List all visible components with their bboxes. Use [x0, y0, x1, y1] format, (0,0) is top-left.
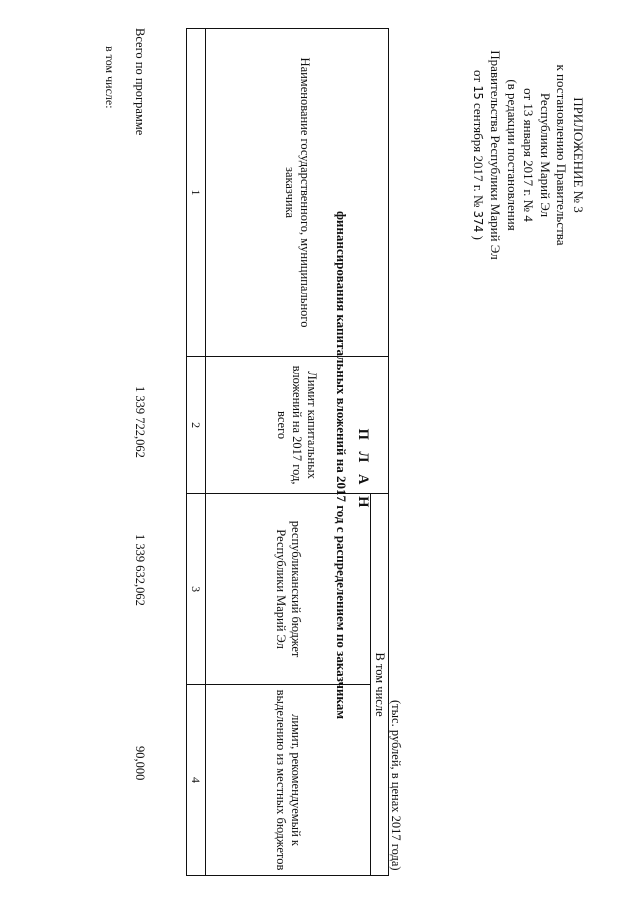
page-subtitle: финансирования капитальных вложений на 2017 год с распределением по заказчикам — [334, 210, 349, 720]
header-row-1 — [371, 29, 389, 876]
appendix-date-line — [470, 20, 487, 290]
column-number-row — [187, 29, 206, 876]
col2-header: Лимит капитальных вложений на 2017 год, всего — [206, 357, 389, 494]
appendix-line: Республики Марий Эл — [537, 92, 553, 218]
appendix-date-suffix: ) — [471, 235, 487, 240]
table-row-total — [129, 28, 147, 876]
column-number: 3 — [187, 494, 206, 685]
appendix-date-prefix: от — [471, 69, 487, 82]
column-number: 2 — [187, 357, 206, 494]
appendix-line: (в редакции постановления — [504, 79, 520, 231]
col4-header: лимит, рекомендуемый к выделению из местных бюджетов — [206, 685, 371, 876]
appendix-line: Правительства Республики Марий Эл — [488, 50, 504, 260]
appendix-number: ПРИЛОЖЕНИЕ № 3 — [571, 97, 586, 213]
handwritten-day: 15 — [471, 85, 486, 100]
col1-header: Наименование государственного, муниципального заказчика — [206, 29, 389, 357]
appendix-line: к постановлению Правительства — [554, 64, 570, 246]
col3-header: республиканский бюджет Республики Марий Эл — [206, 494, 371, 685]
total-label: Всего по программе — [133, 28, 147, 136]
total-all-value: 1 339 722,062 — [133, 386, 147, 458]
handwritten-number: 374 — [471, 210, 486, 233]
column-number: 4 — [187, 685, 206, 876]
appendix-header — [470, 20, 586, 290]
appendix-line: от 13 января 2017 г. № 4 — [521, 88, 537, 222]
total-local-value: 90,000 — [133, 746, 147, 781]
plan-table — [186, 28, 389, 876]
column-number: 1 — [187, 29, 206, 357]
group-header: В том числе — [371, 494, 389, 876]
including-label: в том числе: — [103, 46, 117, 109]
appendix-date-middle: сентября 2017 г. № — [471, 102, 487, 208]
page-title: П Л А Н — [355, 428, 371, 512]
units-note: (тыс. рублей, в ценах 2017 года) — [389, 700, 403, 871]
total-republic-value: 1 339 632,062 — [133, 534, 147, 606]
